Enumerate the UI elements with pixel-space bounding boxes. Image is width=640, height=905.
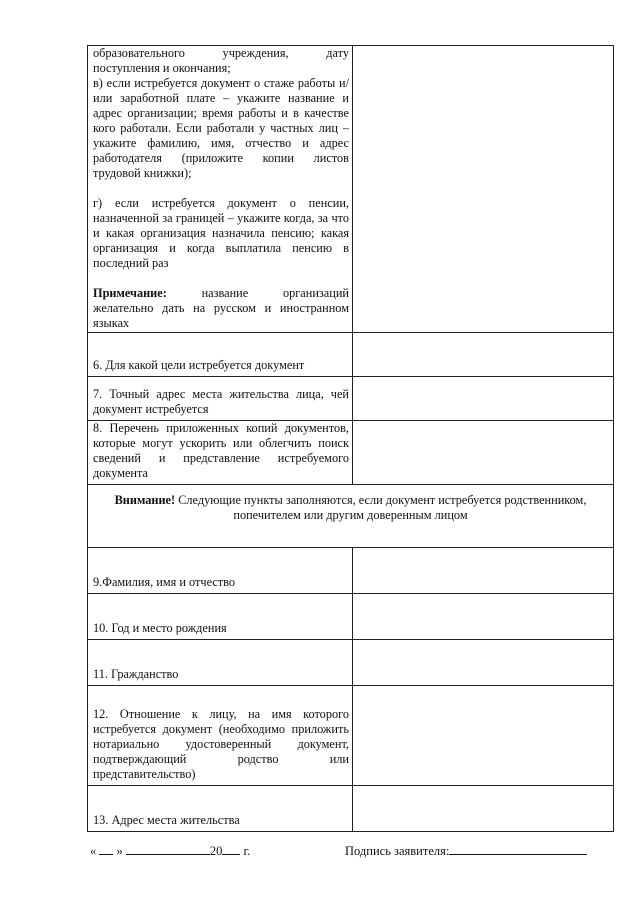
month-blank[interactable]: [126, 842, 210, 855]
form-row-11: [88, 640, 614, 686]
year-suffix: г.: [243, 844, 251, 858]
form-row-5: [88, 46, 614, 333]
note-label: Примечание:: [93, 286, 167, 300]
row-9-question: 9.Фамилия, имя и отчество: [88, 548, 353, 594]
row-11-question: 11. Гражданство: [88, 640, 353, 686]
notice-row: [88, 485, 614, 548]
note-text: название организаций желательно дать на русском и иностранном языках: [93, 286, 349, 330]
date-quote-open: «: [90, 844, 97, 858]
row-5-pension-text: г) если истребуется документ о пенсии, назначенной за границей – укажите когда, за что и какая организация назначила пенсию; какая организация и когда выплатила пенсию в последний раз: [93, 196, 349, 270]
row-13-answer-field[interactable]: [353, 786, 614, 832]
row-13-question: 13. Адрес места жительства: [88, 786, 353, 832]
row-7-question: 7. Точный адрес места жительства лица, чей документ истребуется: [88, 377, 353, 421]
date-line: [90, 842, 250, 859]
form-row-13: [88, 786, 614, 832]
row-5-answer-field[interactable]: [353, 46, 614, 333]
form-row-8: [88, 421, 614, 485]
date-quote-close: »: [116, 844, 123, 858]
day-blank[interactable]: [99, 842, 113, 855]
notice-cell: [88, 485, 614, 548]
row-12-question: 12. Отношение к лицу, на имя которого истребуется документ (необходимо приложить нотариально удостоверенный документ, подтверждающий родство или представительство): [88, 686, 353, 786]
row-10-question: 10. Год и место рождения: [88, 594, 353, 640]
row-9-answer-field[interactable]: [353, 548, 614, 594]
signature-label: Подпись заявителя:: [345, 844, 450, 858]
row-5-note: [93, 286, 349, 331]
row-10-answer-field[interactable]: [353, 594, 614, 640]
row-12-answer-field[interactable]: [353, 686, 614, 786]
signature-blank[interactable]: [449, 842, 587, 855]
row-8-answer-field[interactable]: [353, 421, 614, 485]
form-footer: [0, 842, 640, 862]
form-row-7: [88, 377, 614, 421]
form-row-12: [88, 686, 614, 786]
year-prefix: 20: [209, 844, 223, 858]
row-8-question: 8. Перечень приложенных копий документов, которые могут ускорить или облегчить поиск сведений и представление истребуемого документа: [88, 421, 353, 485]
row-6-answer-field[interactable]: [353, 333, 614, 377]
notice-text: Следующие пункты заполняются, если документ истребуется родственником, попечителем или другим доверенным лицом: [175, 493, 587, 522]
row-7-answer-field[interactable]: [353, 377, 614, 421]
row-11-answer-field[interactable]: [353, 640, 614, 686]
notice-label: Внимание!: [114, 493, 176, 507]
row-5-education-text: образовательного учреждения, дату поступления и окончания;: [93, 46, 349, 75]
row-5-question: [88, 46, 353, 333]
form-row-10: [88, 594, 614, 640]
year-blank[interactable]: [222, 842, 240, 855]
form-row-6: [88, 333, 614, 377]
form-row-9: [88, 548, 614, 594]
row-5-work-text: в) если истребуется документ о стаже работы и/или заработной плате – укажите название и адрес организации; время работы и в качестве кого работали. Если работали у частных лиц – укажите фамилию, имя, отчество и адрес работодателя (приложите копии листов трудовой книжки);: [93, 76, 349, 180]
signature-line: [345, 842, 587, 859]
row-6-question: 6. Для какой цели истребуется документ: [88, 333, 353, 377]
application-form-table: [87, 45, 614, 832]
